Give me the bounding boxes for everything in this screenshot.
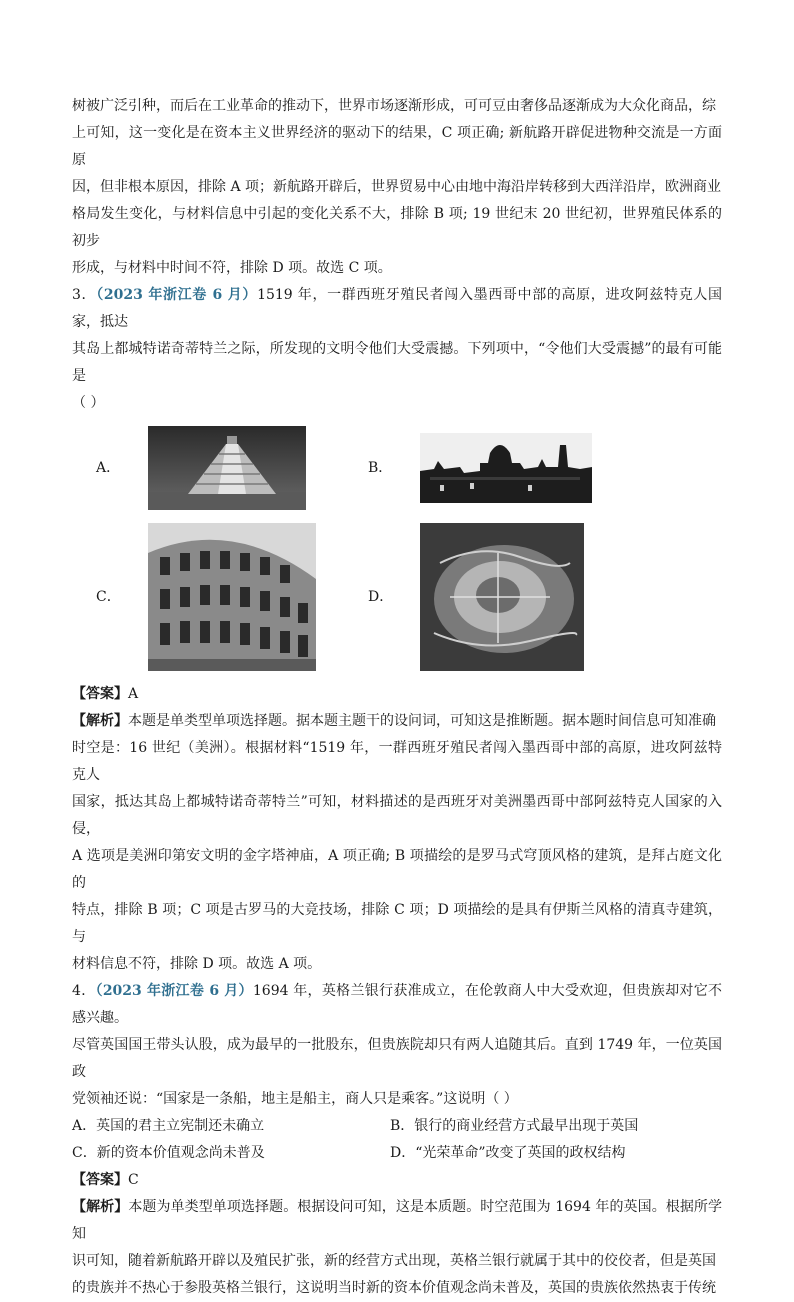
option-letter: A． [96, 459, 121, 476]
option-c[interactable]: C．新的资本价值观念尚未普及 [72, 1145, 265, 1161]
analysis-line: 的贵族并不热心于参股英格兰银行，这说明当时新的资本价值观念尚未普及，英国的贵族依然热衷于传统 [72, 1280, 716, 1296]
option-d[interactable] [344, 523, 614, 671]
text-line: 因，但非根本原因，排除 A 项；新航路开辟后，世界贸易中心由地中海沿岸转移到大西洋沿岸，欧洲商业 [72, 179, 722, 195]
analysis-line: 材料信息不符，排除 D 项。故选 A 项。 [72, 956, 322, 972]
question-4 [72, 978, 722, 1302]
analysis-text: 本题为单类型单项选择题。根据设问可知，这是本质题。时空范围为 1694 年的英国。根据所学知 [72, 1199, 723, 1242]
text-line: 格局发生变化，与材料信息中引起的变化关系不大，排除 B 项; 19 世纪末 20 世纪初，世界殖民体系的初步 [72, 206, 722, 249]
text-line: 形成，与材料中时间不符，排除 D 项。故选 C 项。 [72, 260, 392, 276]
stem-line: （ ） [72, 395, 105, 411]
answer-tag: 【答案】 [72, 1172, 128, 1188]
question-number: 4． [72, 983, 96, 999]
question-source: （2023 年浙江卷 6 月） [96, 287, 258, 303]
analysis-text: 本题是单类型单项选择题。据本题主题干的设问词，可知这是推断题。据本题时间信息可知准确 [128, 713, 716, 729]
analysis-tag: 【解析】 [72, 1199, 129, 1215]
option-image-row-2 [72, 521, 722, 673]
text-line: 树被广泛引种，而后在工业革命的推动下，世界市场逐渐形成，可可豆由奢侈品逐渐成为大众化商品，综 [72, 98, 716, 114]
colosseum-image [148, 523, 316, 671]
option-letter: B． [368, 459, 393, 476]
stem-line: 1694 年，英格兰银行获准成立，在伦敦商人中大受欢迎，但贵族却对它不感兴趣。 [72, 983, 723, 1026]
analysis-line: 特点，排除 B 项；C 项是古罗马的大竞技场，排除 C 项；D 项描绘的是具有伊斯兰风格的清真寺建筑，与 [72, 902, 722, 945]
question-number: 3． [72, 287, 97, 303]
answer-line [72, 681, 722, 708]
analysis-line [72, 708, 722, 735]
stem-line: 尽管英国国王带头认股，成为最早的一批股东，但贵族院却只有两人追随其后。直到 1749 年，一位英国政 [72, 1037, 722, 1080]
stem-line: 其岛上都城特诺奇蒂特兰之际，所发现的文明令他们大受震撼。下列项中，“令他们大受震撼”的最有可能是 [72, 341, 722, 384]
answer-tag: 【答案】 [72, 686, 128, 702]
option-b[interactable]: B．银行的商业经营方式最早出现于英国 [390, 1118, 639, 1134]
option-d[interactable]: D．“光荣革命”改变了英国的政权结构 [390, 1145, 626, 1161]
pyramid-temple-image [148, 426, 306, 510]
answer-line [72, 1167, 722, 1194]
question-stem [72, 282, 722, 336]
option-a[interactable] [72, 426, 342, 510]
analysis-line: 时空是：16 世纪（美洲）。根据材料“1519 年，一群西班牙殖民者闯入墨西哥中部的高原，进攻阿兹特克人 [72, 740, 722, 783]
island-city-map-image [420, 523, 584, 671]
answer-value: C [128, 1172, 139, 1188]
option-image-row-1 [72, 421, 722, 515]
analysis-line [72, 1194, 722, 1248]
stem-line: 党领袖还说：“国家是一条船，地主是船主，商人只是乘客。”这说明（ ） [72, 1091, 518, 1107]
text-line: 上可知，这一变化是在资本主义世界经济的驱动下的结果，C 项正确; 新航路开辟促进物种交流是一方面原 [72, 125, 722, 168]
analysis-line: 国家，抵达其岛上都城特诺奇蒂特兰”可知，材料描述的是西班牙对美洲墨西哥中部阿兹特克人国家的入侵， [72, 794, 722, 837]
stem-line: 1519 年，一群西班牙殖民者闯入墨西哥中部的高原，进攻阿兹特克人国家，抵达 [72, 287, 723, 330]
analysis-line: A 选项是美洲印第安文明的金字塔神庙，A 项正确; B 项描绘的是罗马式穹顶风格的建筑，是拜占庭文化的 [72, 848, 722, 891]
option-a[interactable]: A．英国的君主立宪制还未确立 [72, 1118, 265, 1134]
analysis-line: 识可知，随着新航路开辟以及殖民扩张，新的经营方式出现，英格兰银行就属于其中的佼佼者，但是英国 [72, 1253, 716, 1269]
question-stem [72, 978, 722, 1032]
option-c[interactable] [72, 523, 342, 671]
answer-value: A [128, 686, 139, 702]
options-grid [72, 1113, 722, 1167]
question-source: （2023 年浙江卷 6 月） [95, 983, 253, 999]
domed-cityscape-image [420, 433, 592, 503]
question-3 [72, 282, 722, 978]
option-b[interactable] [344, 433, 614, 503]
option-letter: C． [96, 588, 121, 605]
option-letter: D． [368, 588, 394, 605]
previous-analysis [72, 93, 722, 282]
page-content [72, 93, 722, 1302]
analysis-tag: 【解析】 [72, 713, 128, 729]
